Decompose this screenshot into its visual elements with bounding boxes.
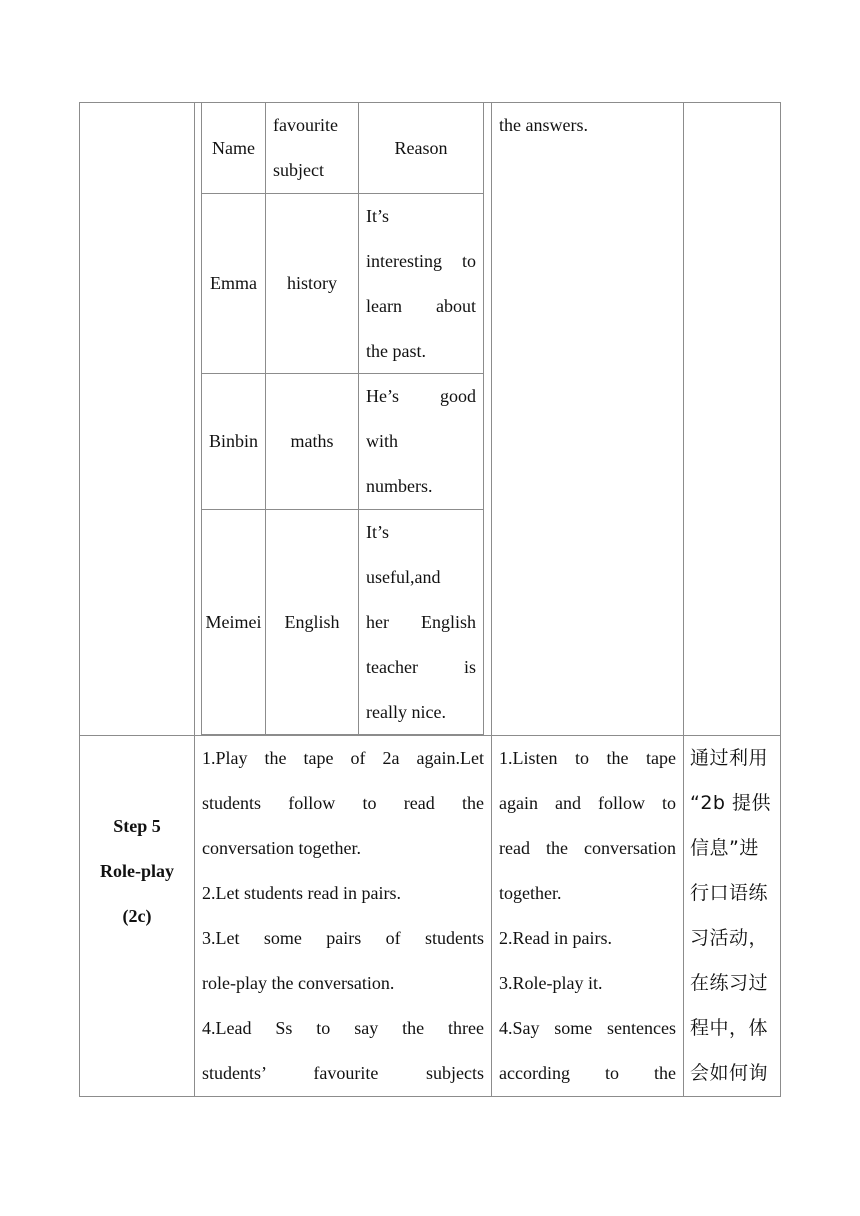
table-border-right: [780, 102, 781, 1097]
header-subject-line: subject: [273, 160, 324, 180]
header-reason: Reason: [394, 137, 448, 158]
inner-col-divider: [358, 102, 359, 735]
teacher-line: 4.Lead Ss to say the three: [202, 1018, 484, 1038]
reason-line: really nice.: [366, 702, 446, 722]
row-name: Emma: [210, 273, 257, 293]
purpose-line: 行口语练: [690, 882, 769, 904]
student-line: 2.Read in pairs.: [499, 928, 612, 948]
student-line: 1.Listen to the tape: [499, 748, 676, 768]
header-subject-cell: [273, 103, 357, 193]
teacher-line: role-play the conversation.: [202, 973, 395, 993]
student-line: again and follow to: [499, 793, 676, 813]
teacher-line: conversation together.: [202, 838, 361, 858]
reason-line: with: [366, 431, 399, 451]
student-line: 3.Role-play it.: [499, 973, 603, 993]
reason-line: useful,and: [366, 567, 441, 587]
row-name: Meimei: [205, 611, 262, 632]
header-reason-cell: [359, 103, 483, 193]
header-name: Name: [212, 137, 255, 158]
teacher-activity-cell: [202, 736, 484, 1096]
table-col-divider-1: [194, 102, 195, 1097]
purpose-line: 在练习过: [690, 972, 769, 994]
step-title-line: Role-play: [100, 860, 174, 881]
teacher-line: 3.Let some pairs of students: [202, 928, 484, 948]
teacher-line: students’ favourite subjects: [202, 1063, 484, 1083]
inner-border-right: [483, 102, 484, 735]
table-col-divider-2: [491, 102, 492, 1097]
row-subject-cell: [266, 194, 358, 373]
student-line: 4.Say some sentences: [499, 1018, 676, 1038]
reason-line: It’s: [366, 522, 390, 542]
row-subject-cell: [266, 510, 358, 734]
row-subject: English: [284, 611, 340, 632]
reason-line: numbers.: [366, 476, 433, 496]
design-purpose-cell: [690, 736, 776, 1096]
teacher-line: 1.Play the tape of 2a again.Let: [202, 748, 484, 768]
purpose-line: 通过利用: [690, 747, 769, 769]
student-activity-cell: [499, 103, 677, 148]
teacher-line: students follow to read the: [202, 793, 484, 813]
purpose-line: 程中，体: [690, 1017, 769, 1039]
step-title-line: (2c): [122, 905, 152, 926]
header-name-cell: [202, 103, 265, 193]
row-name-cell: [202, 374, 265, 509]
row-subject: history: [286, 273, 337, 293]
student-line: according to the: [499, 1063, 676, 1083]
row-reason-cell: [366, 374, 476, 509]
table-col-divider-3: [683, 102, 684, 1097]
purpose-line: 信息”进: [690, 837, 759, 859]
teacher-line: 2.Let students read in pairs.: [202, 883, 401, 903]
step-title-line: Step 5: [113, 815, 161, 836]
reason-line: her English: [366, 612, 476, 632]
row-subject-cell: [266, 374, 358, 509]
student-activity-cell: [499, 736, 676, 1096]
row-reason-cell: [366, 194, 476, 374]
student-activity-text: the answers.: [499, 115, 588, 135]
reason-line: the past.: [366, 341, 426, 361]
row-subject: maths: [290, 431, 334, 451]
row-name-cell: [202, 510, 265, 734]
student-line: read the conversation: [499, 838, 676, 858]
row-name: Binbin: [208, 431, 258, 451]
reason-line: He’s good: [366, 386, 476, 406]
row-reason-cell: [366, 510, 476, 735]
reason-line: teacher is: [366, 657, 476, 677]
step-title-cell: [80, 736, 194, 1006]
student-line: together.: [499, 883, 562, 903]
table-border-bottom: [79, 1096, 781, 1097]
purpose-line: 会如何询: [690, 1062, 769, 1084]
reason-line: interesting to: [366, 251, 476, 271]
header-subject-line: favourite: [273, 115, 338, 135]
row-name-cell: [202, 194, 265, 373]
reason-line: learn about: [366, 296, 476, 316]
reason-line: It’s: [366, 206, 390, 226]
purpose-line: “2b 提供: [690, 792, 772, 814]
purpose-line: 习活动，: [690, 927, 769, 949]
